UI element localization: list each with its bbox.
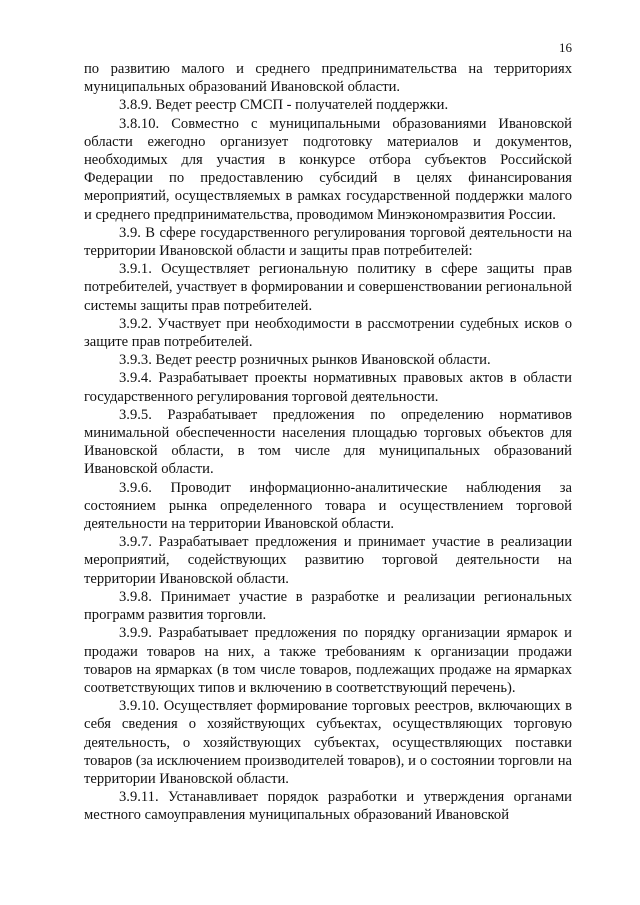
paragraph: 3.9.2. Участвует при необходимости в рассмотрении судебных исков о защите прав потребителей.	[84, 315, 572, 351]
paragraph: 3.9.4. Разрабатывает проекты нормативных правовых актов в области государственного регулирования торговой деятельности.	[84, 370, 572, 405]
paragraph: 3.8.10. Совместно с муниципальными образованиями Ивановской области ежегодно организует подготовку материалов и документов, необходимых для участия в конкурсе отбора субъектов Российской Федерации по предоставлению субсидий в целях финансирования мероприятий, осуществляемых в рамках государственной поддержки малого и среднего предпринимательства, проводимом Минэкономразвития России.	[84, 115, 572, 223]
paragraph: 3.8.9. Ведет реестр СМСП - получателей поддержки.	[119, 97, 449, 114]
document-body	[84, 60, 572, 825]
paragraph: 3.9.7. Разрабатывает предложения и принимает участие в реализации мероприятий, содействующих развитию торговой деятельности на территории Ивановской области.	[84, 534, 572, 587]
paragraph: 3.9.9. Разрабатывает предложения по порядку организации ярмарок и продажи товаров на них, а также требованиям к организации продажи товаров на ярмарках (в том числе товаров, подлежащих продаже на ярмарках соответствующих типов и включению в соответствующий перечень).	[84, 625, 572, 696]
paragraph: 3.9.11. Устанавливает порядок разработки и утверждения органами местного самоуправления муниципальных образований Ивановской	[84, 789, 572, 824]
paragraph: 3.9.1. Осуществляет региональную политику в сфере защиты прав потребителей, участвует в формировании и совершенствовании региональной системы защиты прав потребителей.	[84, 261, 572, 314]
paragraph: 3.9. В сфере государственного регулирования торговой деятельности на территории Ивановской области и защиты прав потребителей:	[84, 224, 572, 260]
paragraph: 3.9.6. Проводит информационно-аналитические наблюдения за состоянием рынка определенного товара и осуществлением торговой деятельности на территории Ивановской области.	[84, 479, 572, 533]
paragraph: по развитию малого и среднего предпринимательства на территориях муниципальных образований Ивановской области.	[84, 61, 572, 96]
paragraph: 3.9.5. Разрабатывает предложения по определению нормативов минимальной обеспеченности населения площадью торговых объектов для Ивановской области, в том числе для муниципальных образований Ивановской области.	[84, 406, 572, 478]
paragraph: 3.9.10. Осуществляет формирование торговых реестров, включающих в себя сведения о хозяйствующих субъектах, осуществляющих торговую деятельность, о хозяйствующих субъектах, осуществляющих поставки товаров (за исключением производителей товаров), и о состоянии торговли на территории Ивановской области.	[84, 698, 572, 787]
paragraph: 3.9.8. Принимает участие в разработке и реализации региональных программ развития торговли.	[84, 588, 572, 624]
paragraph: 3.9.3. Ведет реестр розничных рынков Ивановской области.	[119, 352, 491, 369]
page-number: 16	[559, 40, 572, 55]
